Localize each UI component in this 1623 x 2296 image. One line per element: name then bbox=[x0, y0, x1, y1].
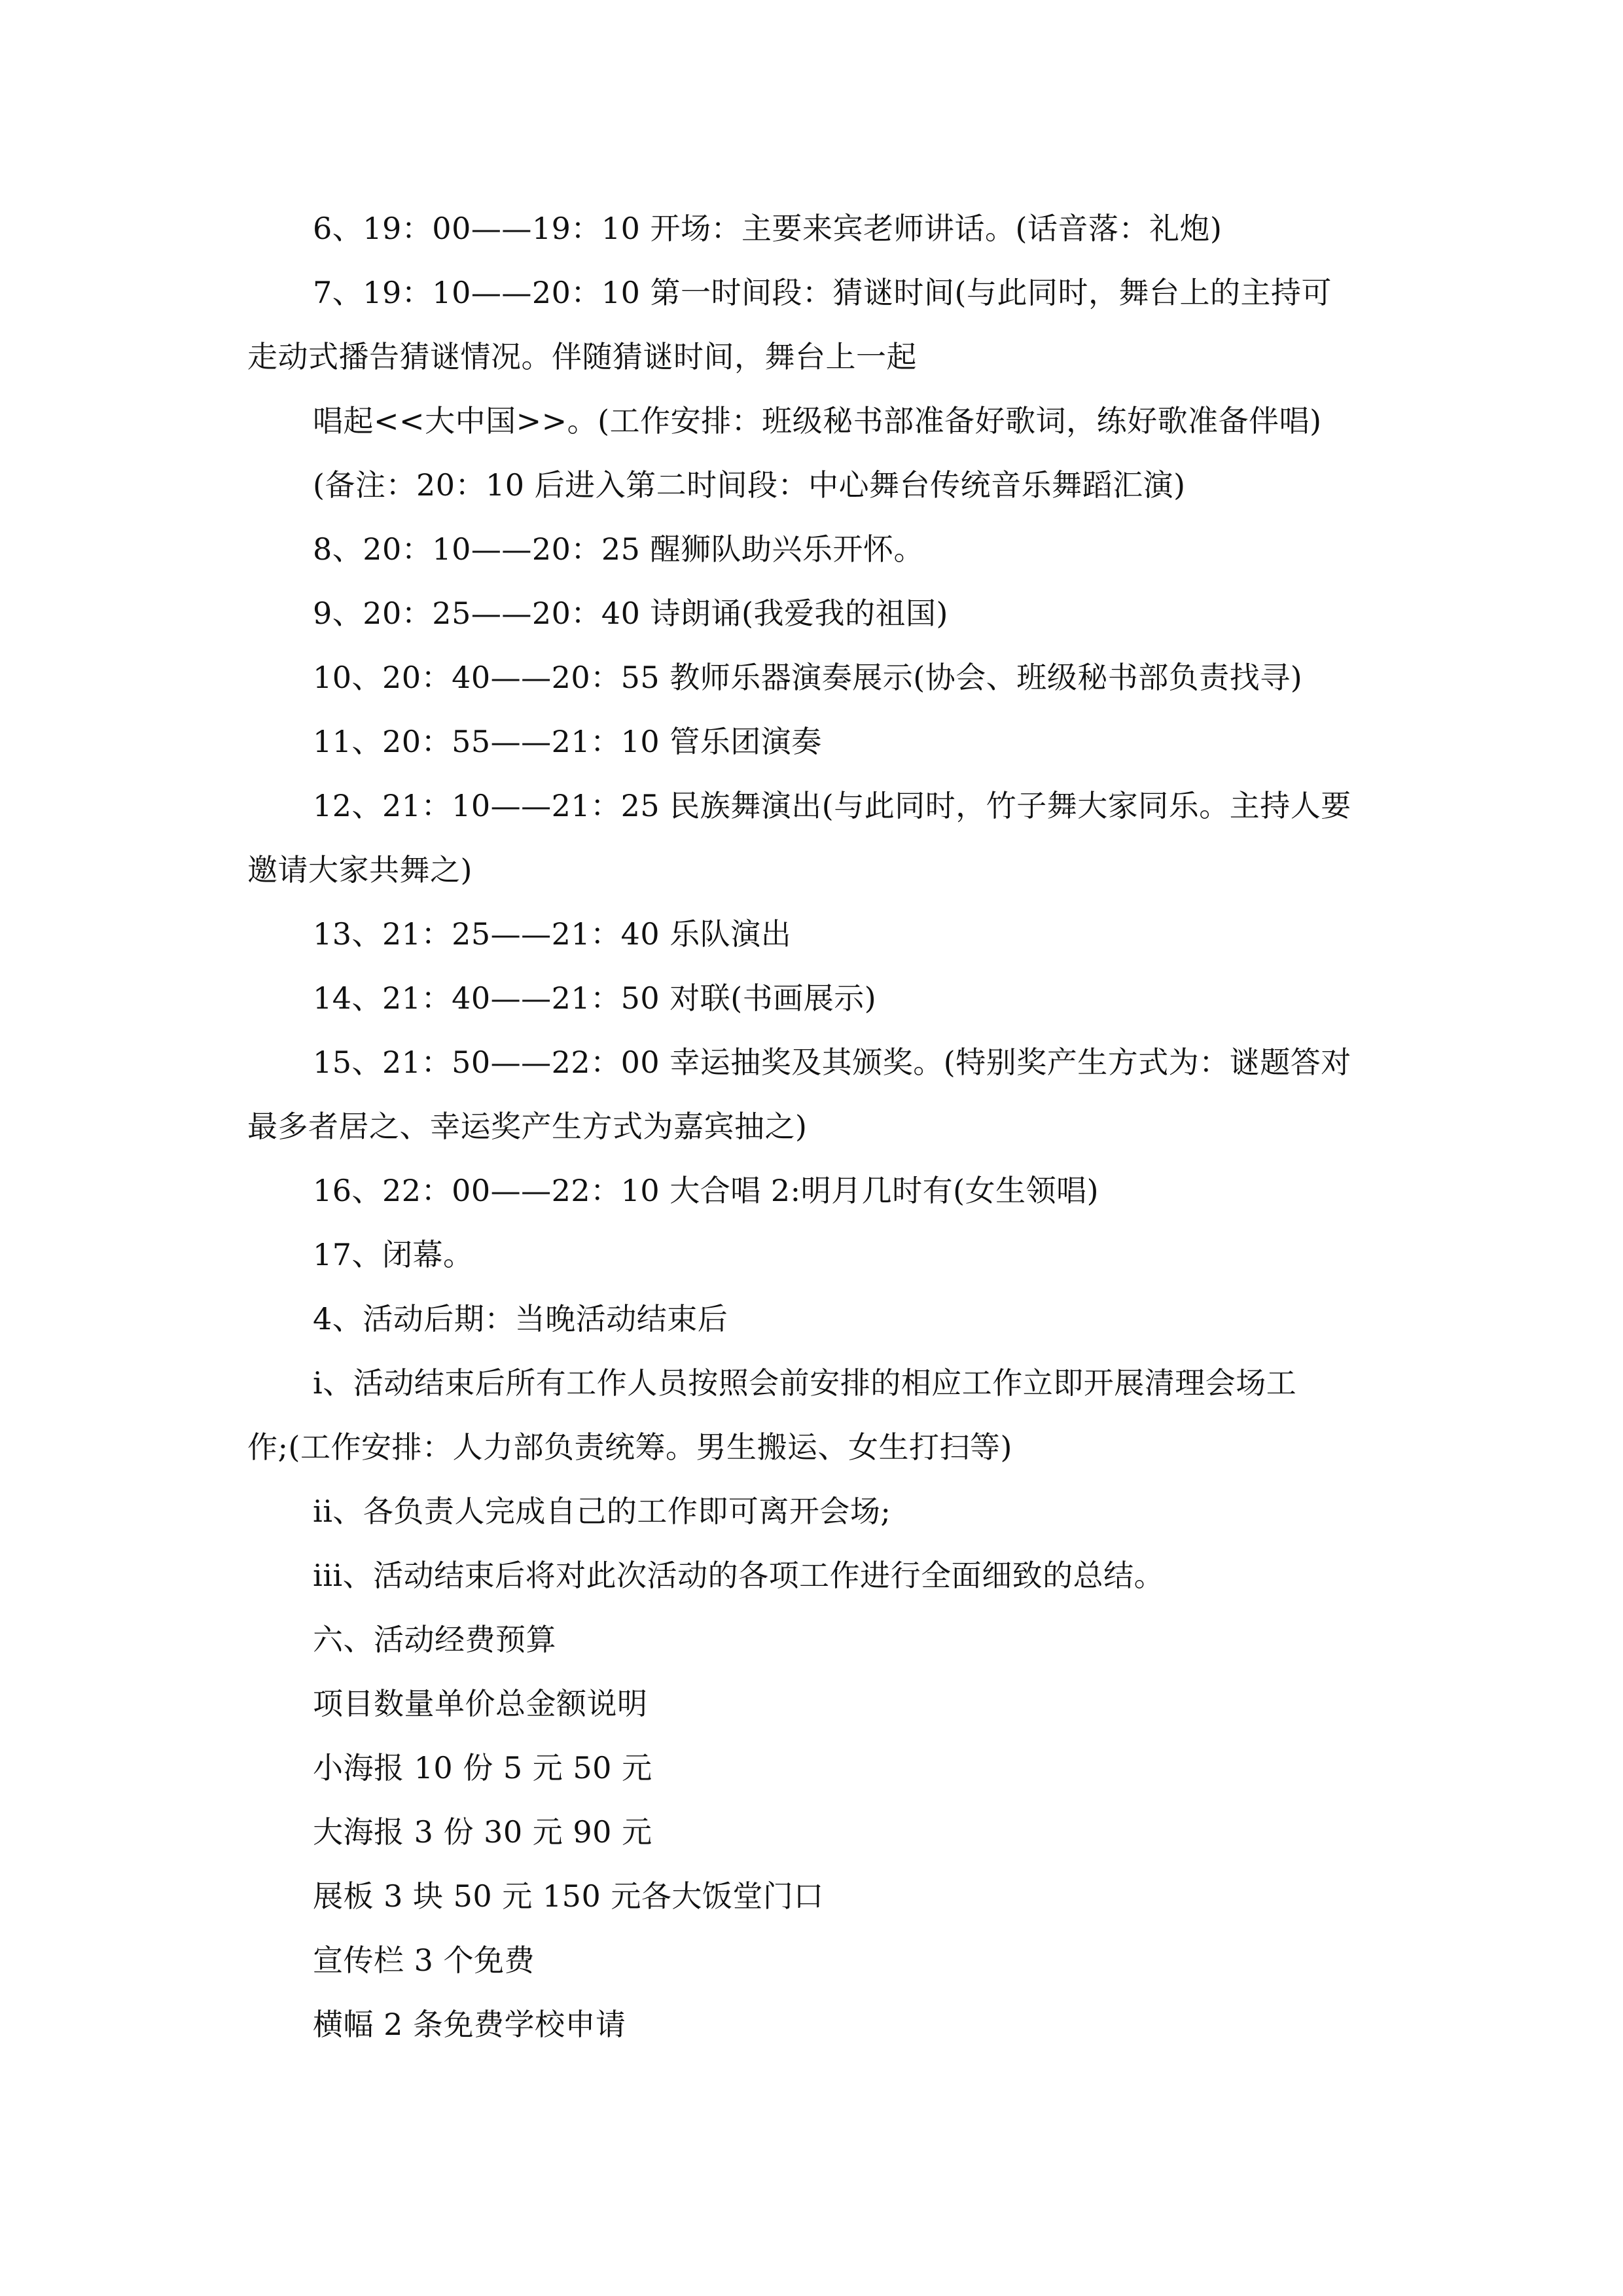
budget-row-small-poster: 小海报 10 份 5 元 50 元 bbox=[313, 1750, 652, 1785]
schedule-item-9: 9、20：25——20：40 诗朗诵(我爱我的祖国) bbox=[313, 596, 948, 631]
document-body bbox=[247, 196, 1380, 2056]
schedule-item-7-song: 唱起<<大中国>>。(工作安排：班级秘书部准备好歌词，练好歌准备伴唱) bbox=[313, 403, 1322, 439]
schedule-item-6: 6、19：00——19：10 开场：主要来宾老师讲话。(话音落：礼炮) bbox=[313, 211, 1222, 246]
schedule-item-17: 17、闭幕。 bbox=[313, 1237, 474, 1272]
schedule-item-7-continued: 走动式播告猜谜情况。伴随猜谜时间，舞台上一起 bbox=[247, 339, 917, 374]
schedule-item-15-continued: 最多者居之、幸运奖产生方式为嘉宾抽之) bbox=[247, 1109, 808, 1144]
schedule-item-7: 7、19：10——20：10 第一时间段：猜谜时间(与此同时，舞台上的主持可 bbox=[313, 275, 1332, 310]
schedule-item-15: 15、21：50——22：00 幸运抽奖及其颁奖。(特别奖产生方式为：谜题答对 bbox=[313, 1045, 1351, 1080]
budget-row-banner: 横幅 2 条免费学校申请 bbox=[313, 2007, 626, 2042]
schedule-item-8: 8、20：10——20：25 醒狮队助兴乐开怀。 bbox=[313, 531, 925, 567]
section-post-event: 4、活动后期：当晚活动结束后 bbox=[313, 1301, 728, 1336]
schedule-note: (备注：20：10 后进入第二时间段：中心舞台传统音乐舞蹈汇演) bbox=[313, 467, 1186, 503]
schedule-item-11: 11、20：55——21：10 管乐团演奏 bbox=[313, 724, 822, 759]
post-event-item-i-continued: 作;(工作安排：人力部负责统筹。男生搬运、女生打扫等) bbox=[247, 1429, 1012, 1465]
schedule-item-12-continued: 邀请大家共舞之) bbox=[247, 852, 473, 888]
schedule-item-12: 12、21：10——21：25 民族舞演出(与此同时，竹子舞大家同乐。主持人要 bbox=[313, 788, 1351, 823]
schedule-item-13: 13、21：25——21：40 乐队演出 bbox=[313, 916, 792, 952]
schedule-item-16: 16、22：00——22：10 大合唱 2:明月几时有(女生领唱) bbox=[313, 1173, 1099, 1208]
section-budget-heading: 六、活动经费预算 bbox=[313, 1622, 556, 1657]
post-event-item-ii: ii、各负责人完成自己的工作即可离开会场; bbox=[313, 1494, 891, 1529]
schedule-item-14: 14、21：40——21：50 对联(书画展示) bbox=[313, 980, 877, 1016]
budget-row-large-poster: 大海报 3 份 30 元 90 元 bbox=[313, 1814, 652, 1850]
budget-row-display-board: 展板 3 块 50 元 150 元各大饭堂门口 bbox=[313, 1878, 824, 1914]
budget-header-row: 项目数量单价总金额说明 bbox=[313, 1686, 648, 1721]
schedule-item-10: 10、20：40——20：55 教师乐器演奏展示(协会、班级秘书部负责找寻) bbox=[313, 660, 1303, 695]
post-event-item-i: i、活动结束后所有工作人员按照会前安排的相应工作立即开展清理会场工 bbox=[313, 1365, 1297, 1401]
budget-row-bulletin-board: 宣传栏 3 个免费 bbox=[313, 1943, 535, 1978]
post-event-item-iii: iii、活动结束后将对此次活动的各项工作进行全面细致的总结。 bbox=[313, 1558, 1165, 1593]
